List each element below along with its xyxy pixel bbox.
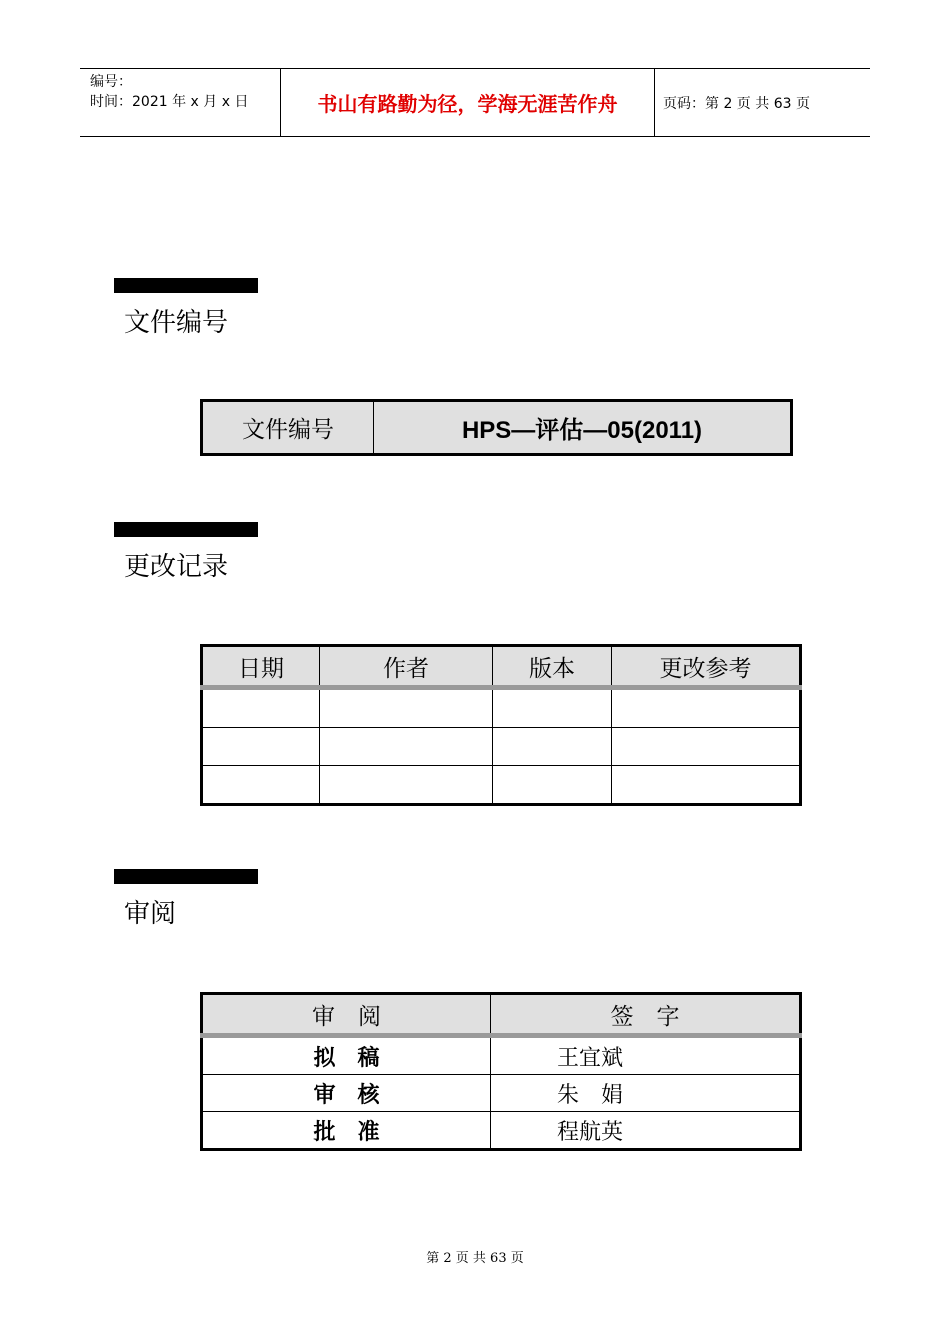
section-title-doc-number: 文件编号	[124, 308, 229, 338]
table-header-row	[202, 994, 801, 1036]
table-cell	[612, 688, 801, 728]
column-header-review: 审 阅	[202, 994, 491, 1036]
table-row	[202, 766, 801, 805]
column-header-date: 日期	[202, 646, 320, 688]
table-row	[202, 401, 792, 455]
section-bar	[114, 522, 258, 537]
table-cell	[612, 766, 801, 805]
section-title-change-log: 更改记录	[124, 552, 229, 582]
table-cell	[202, 728, 320, 766]
doc-number-value: HPS—评估—05(2011)	[374, 401, 792, 455]
section-bar	[114, 869, 258, 884]
page-footer: 第 2 页 共 63 页	[426, 1251, 524, 1266]
header-motto: 书山有路勤为径，学海无涯苦作舟	[317, 92, 618, 116]
doc-number-table	[200, 399, 793, 456]
table-row	[202, 1075, 801, 1112]
table-cell	[202, 766, 320, 805]
change-log-table	[200, 644, 802, 806]
column-header-version: 版本	[493, 646, 612, 688]
page-header	[80, 68, 870, 137]
table-cell	[320, 766, 493, 805]
review-role: 拟 稿	[202, 1036, 491, 1075]
table-row	[202, 688, 801, 728]
section-bar	[114, 278, 258, 293]
review-signer: 朱 娟	[491, 1075, 801, 1112]
column-header-change-ref: 更改参考	[612, 646, 801, 688]
section-title-review: 审阅	[124, 899, 177, 929]
table-row	[202, 728, 801, 766]
table-cell	[493, 728, 612, 766]
table-header-row	[202, 646, 801, 688]
review-signer: 程航英	[491, 1112, 801, 1150]
table-cell	[612, 728, 801, 766]
table-cell	[493, 766, 612, 805]
review-signer: 王宜斌	[491, 1036, 801, 1075]
document-number-label: 编号：	[90, 74, 132, 90]
doc-number-label: 文件编号	[202, 401, 374, 455]
document-time-label: 时间：2021 年 x 月 x 日	[90, 94, 249, 110]
table-cell	[320, 688, 493, 728]
column-header-signature: 签 字	[491, 994, 801, 1036]
header-motto-cell	[281, 69, 655, 136]
header-page-cell	[655, 69, 870, 136]
table-cell	[320, 728, 493, 766]
header-meta	[80, 69, 281, 136]
table-row	[202, 1112, 801, 1150]
review-role: 审 核	[202, 1075, 491, 1112]
table-cell	[202, 688, 320, 728]
header-page-info: 页码：第 2 页 共 63 页	[663, 95, 810, 112]
column-header-author: 作者	[320, 646, 493, 688]
table-cell	[493, 688, 612, 728]
table-row	[202, 1036, 801, 1075]
review-role: 批 准	[202, 1112, 491, 1150]
review-table	[200, 992, 802, 1151]
